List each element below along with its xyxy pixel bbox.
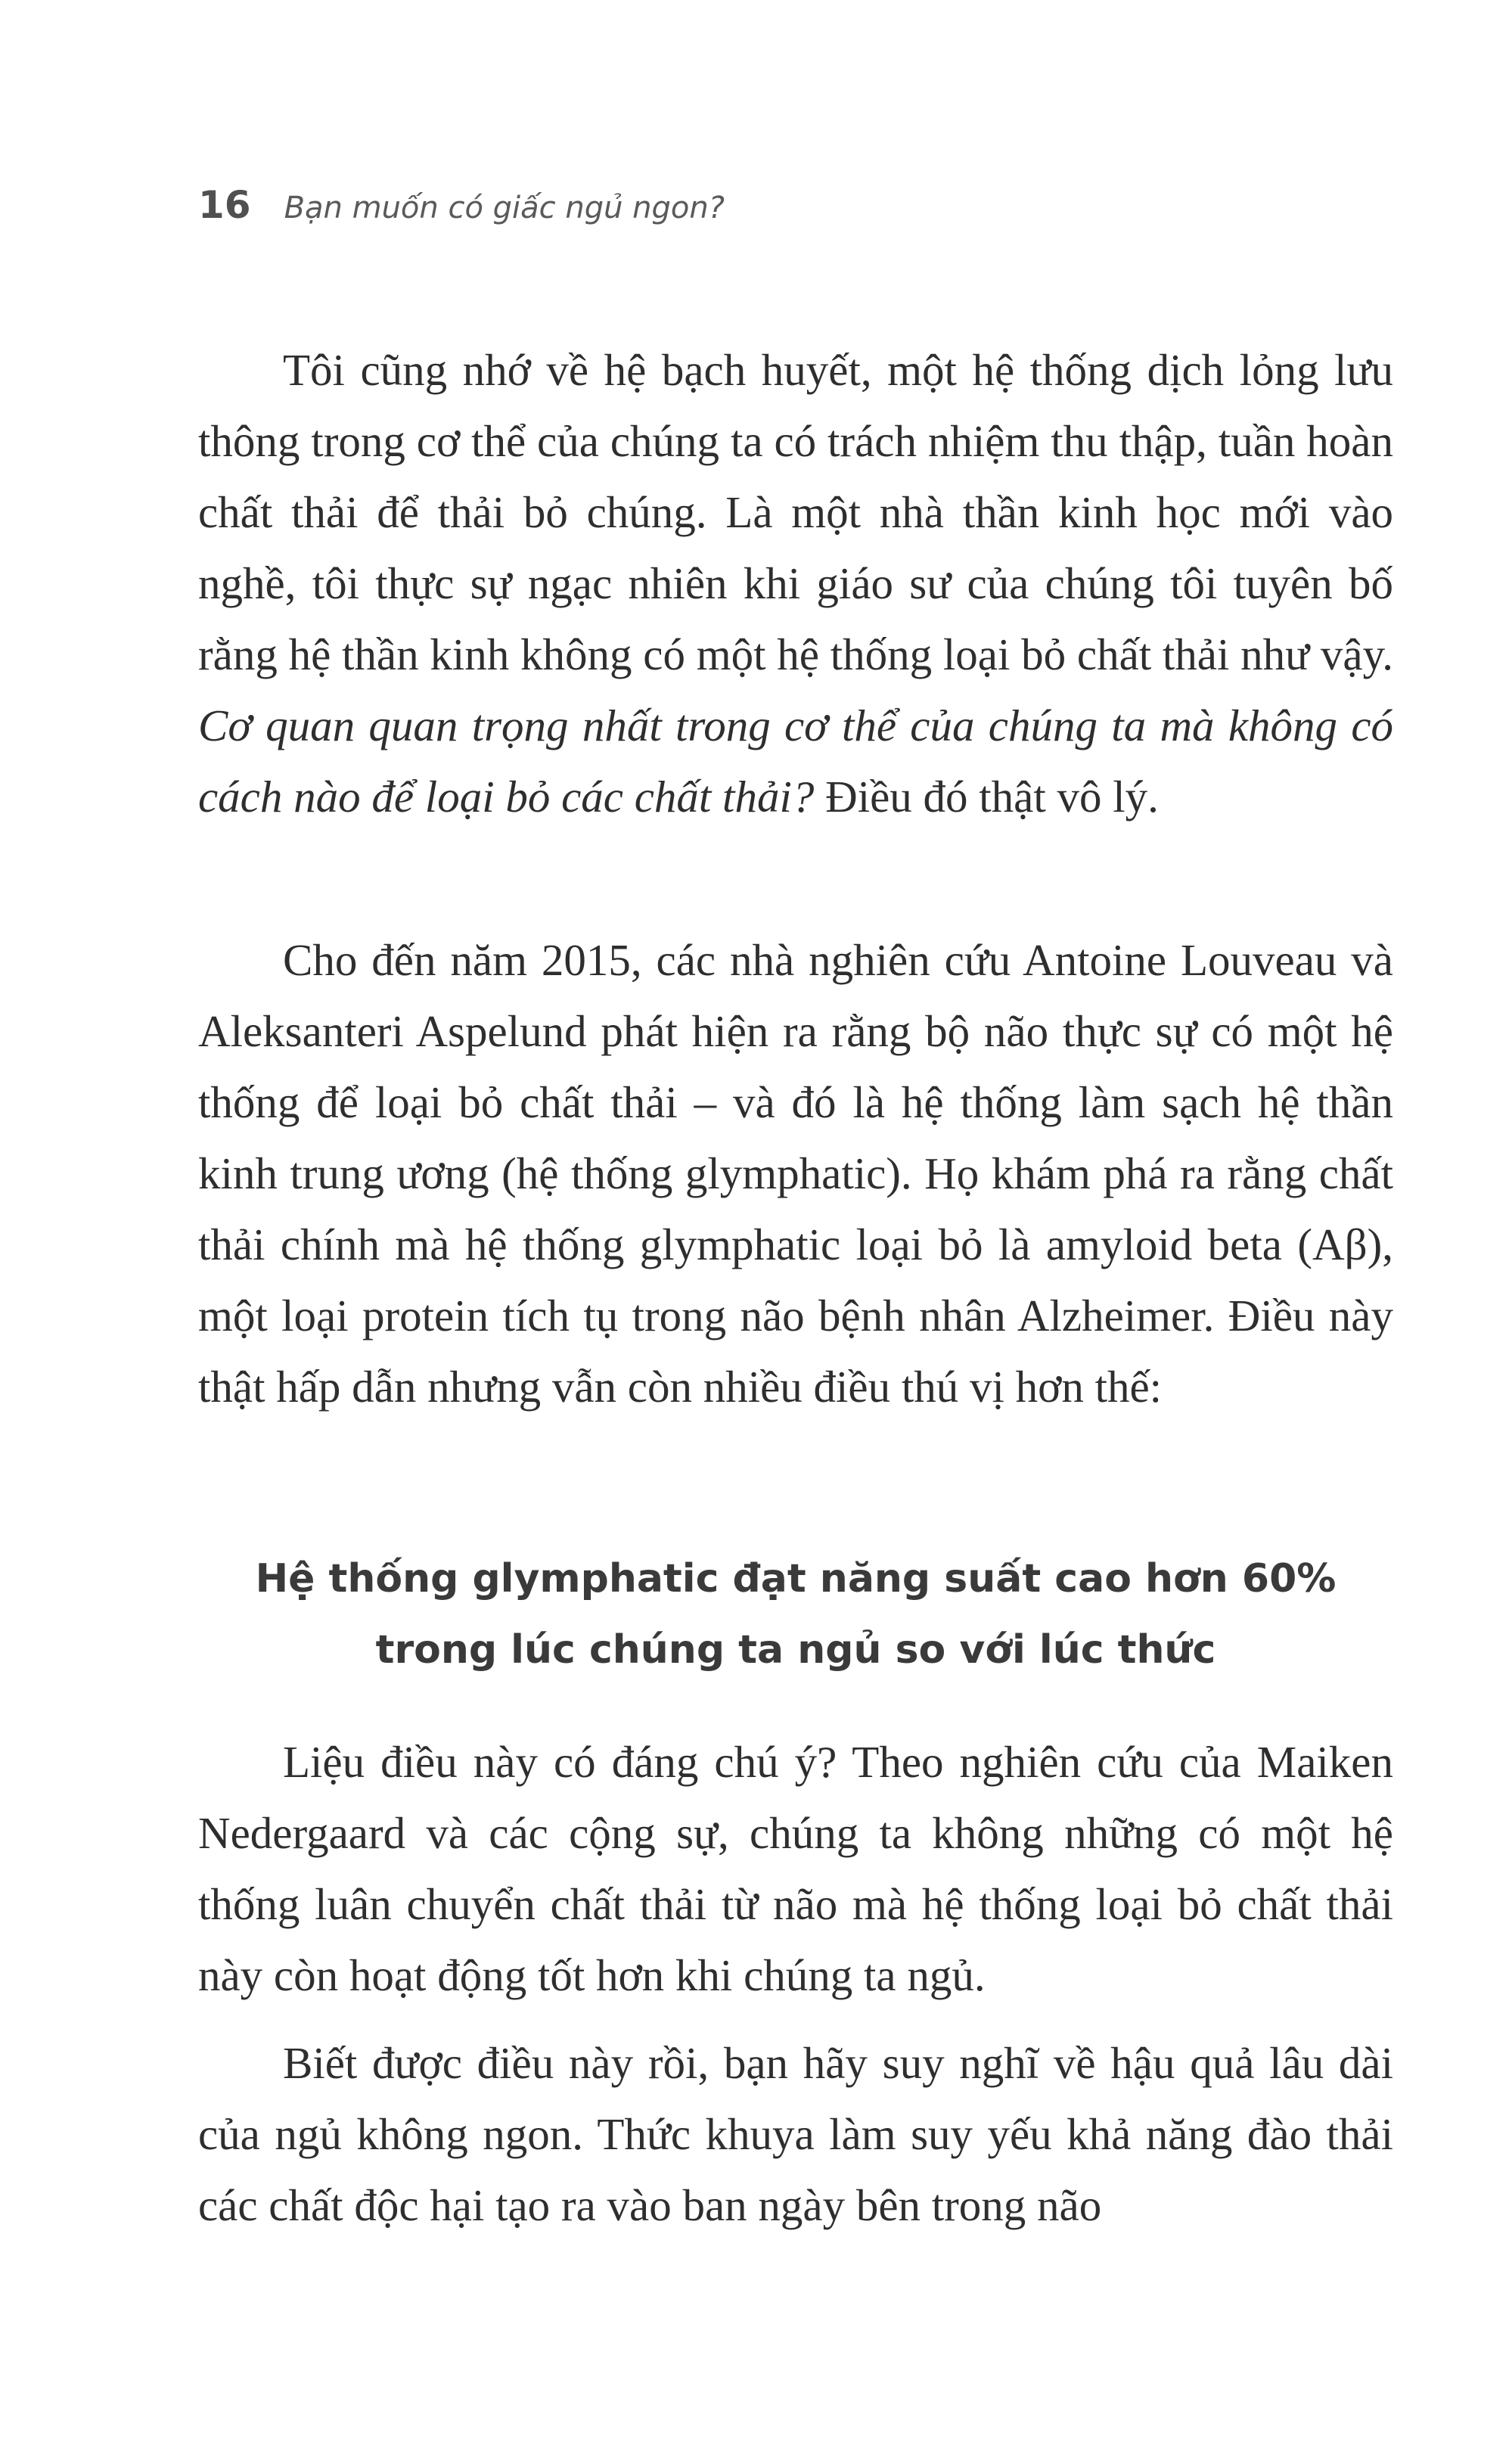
highlight-line-2: trong lúc chúng ta ngủ so với lúc thức	[375, 1627, 1216, 1673]
paragraph-consequences: Biết được điều này rồi, bạn hãy suy nghĩ về hậu quả lâu dài của ngủ không ngon. Thức khuya làm suy yếu khả năng đào thải các chất độc hại tạo ra vào ban ngày bên trong não	[198, 2038, 1393, 2230]
paragraph-glymphatic-discovery: Cho đến năm 2015, các nhà nghiên cứu Antoine Louveau và Aleksanteri Aspelund phát hiện ra rằng bộ não thực sự có một hệ thống để loại bỏ chất thải – và đó là hệ thống làm sạch hệ thần kinh trung ương (hệ thống glymphatic). Họ khám phá ra rằng chất thải chính mà hệ thống glymphatic loại bỏ là amyloid beta (Aβ), một loại protein tích tụ trong não bệnh nhân Alzheimer. Điều này thật hấp dẫn nhưng vẫn còn nhiều điều thú vị hơn thế:	[198, 935, 1393, 1412]
paragraph-text: Tôi cũng nhớ về hệ bạch huyết, một hệ thống dịch lỏng lưu thông trong cơ thể của chúng ta có trách nhiệm thu thập, tuần hoàn chất thải để thải bỏ chúng. Là một nhà thần kinh học mới vào nghề, tôi thực sự ngạc nhiên khi giáo sư của chúng tôi tuyên bố rằng hệ thần kinh không có một hệ thống loại bỏ chất thải như vậy.	[198, 345, 1393, 679]
highlight-line-1: Hệ thống glymphatic đạt năng suất cao hơn 60%	[255, 1556, 1337, 1602]
paragraph-lymphatic-system	[198, 334, 1393, 832]
page-number: 16	[198, 183, 251, 227]
highlight-statement	[198, 1543, 1393, 1685]
book-title: Bạn muốn có giấc ngủ ngon?	[284, 191, 725, 225]
running-head	[198, 183, 725, 227]
paragraph-text-end: Điều đó thật vô lý.	[814, 772, 1159, 822]
paragraph-italic-question: Cơ quan quan trọng nhất trong cơ thể của chúng ta mà không có cách nào để loại bỏ các chất thải?	[198, 701, 1393, 822]
paragraph-nedergaard-research: Liệu điều này có đáng chú ý? Theo nghiên cứu của Maiken Nedergaard và các cộng sự, chúng ta không những có một hệ thống luân chuyển chất thải từ não mà hệ thống loại bỏ chất thải này còn hoạt động tốt hơn khi chúng ta ngủ.	[198, 1737, 1393, 2000]
